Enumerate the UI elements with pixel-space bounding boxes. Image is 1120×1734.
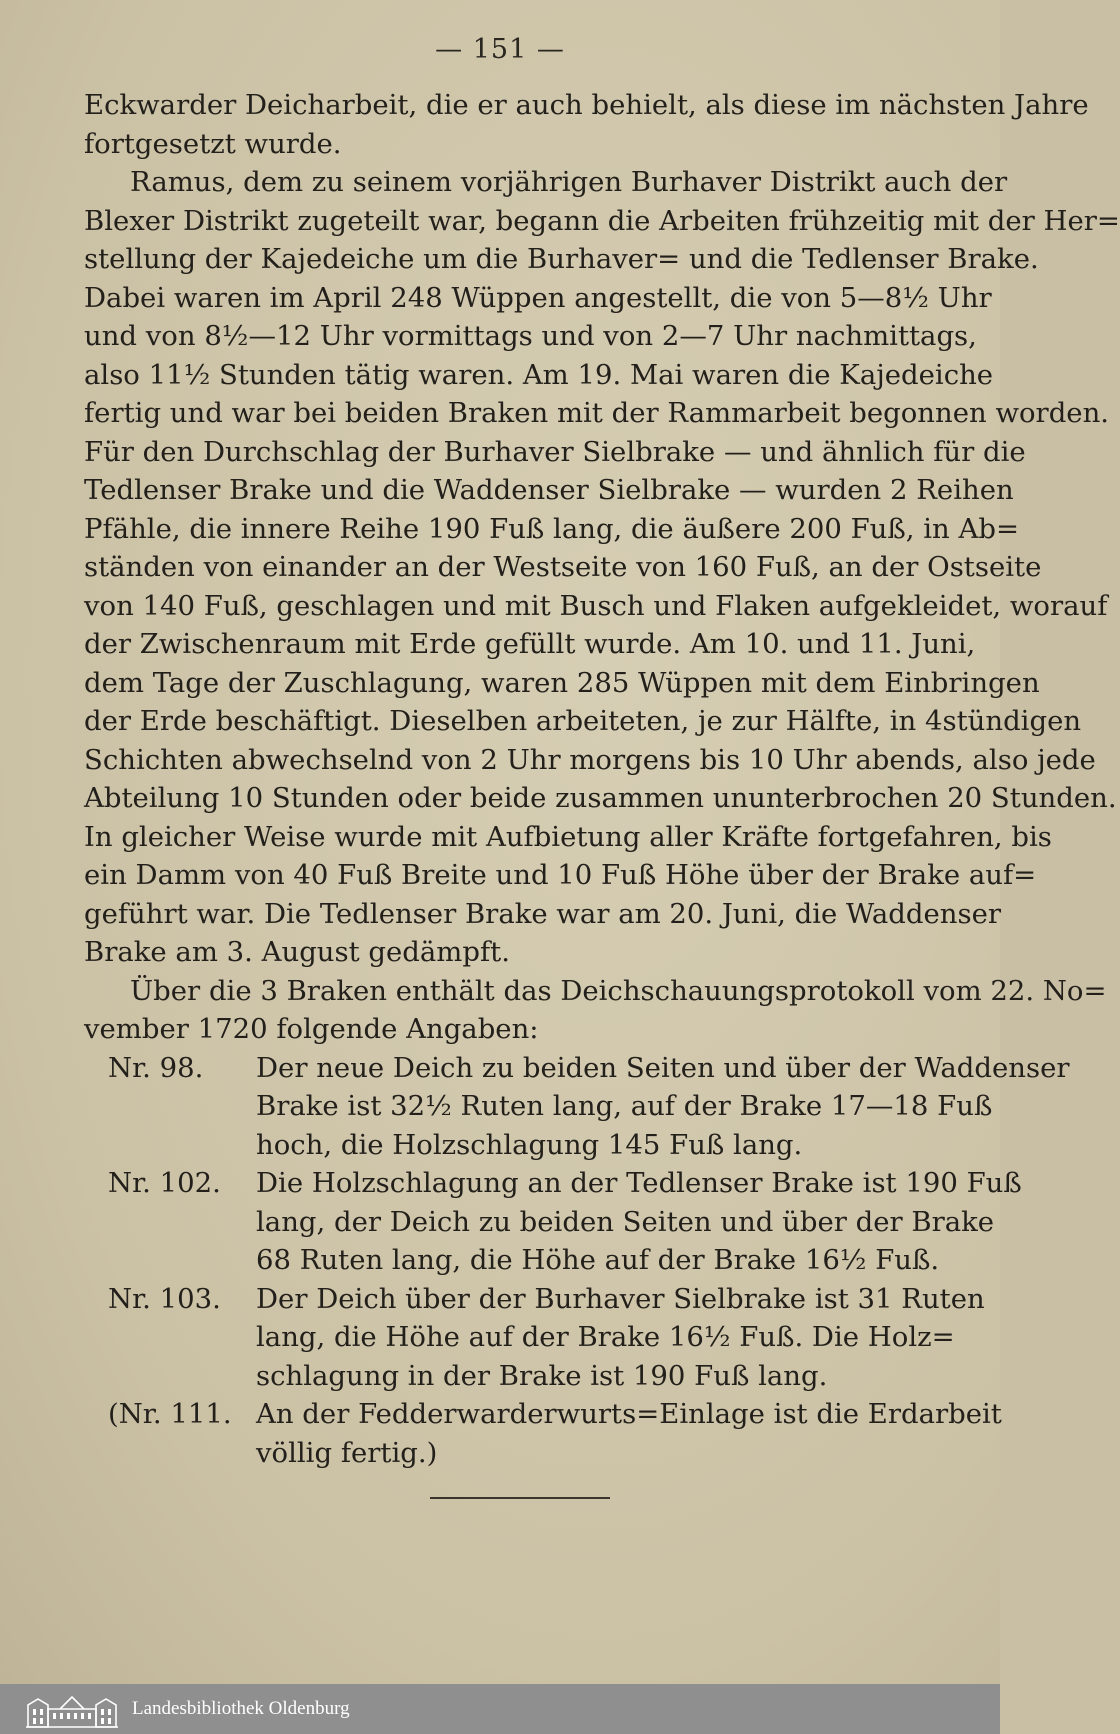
entry-number: Nr. 103.	[108, 1282, 221, 1315]
text-line: Tedlenser Brake und die Waddenser Sielbrake — wurden 2 Reihen	[84, 474, 1014, 506]
text-line: Ramus, dem zu seinem vorjährigen Burhaver Distrikt auch der	[130, 166, 1008, 198]
text-line: Dabei waren im April 248 Wüppen angestellt, die von 5—8½ Uhr	[84, 281, 992, 314]
text-line: dem Tage der Zuschlagung, waren 285 Wüppen mit dem Einbringen	[84, 666, 1040, 699]
protocol-entry	[84, 1164, 1022, 1280]
entry-text	[256, 1049, 1070, 1165]
protocol-entry	[84, 1395, 1002, 1472]
text-line: Der neue Deich zu beiden Seiten und über der Waddenser	[256, 1051, 1070, 1084]
entry-text	[256, 1280, 985, 1396]
text-line: In gleicher Weise wurde mit Aufbietung aller Kräfte fortgefahren, bis	[84, 820, 1052, 853]
protocol-entry	[84, 1280, 985, 1396]
text-line: Brake am 3. August gedämpft.	[84, 936, 510, 968]
entry-number: Nr. 98.	[108, 1051, 204, 1084]
text-line: und von 8½—12 Uhr vormittags und von 2—7 Uhr nachmittags,	[84, 320, 977, 352]
entry-number: Nr. 102.	[108, 1167, 221, 1199]
text-line: lang, die Höhe auf der Brake 16½ Fuß. Die Holz=	[256, 1321, 955, 1353]
text-line: lang, der Deich zu beiden Seiten und über der Brake	[256, 1205, 995, 1238]
text-line: Eckwarder Deicharbeit, die er auch behielt, als diese im nächsten Jahre	[84, 89, 1089, 121]
protocol-entries	[84, 1049, 1070, 1473]
entry-text	[256, 1395, 1002, 1472]
text-line: völlig fertig.)	[256, 1436, 438, 1469]
library-footer	[0, 1684, 1000, 1734]
library-building-icon	[24, 1689, 120, 1729]
text-line: Die Holzschlagung an der Tedlenser Brake ist 190 Fuß	[256, 1167, 1022, 1199]
text-line: Abteilung 10 Stunden oder beide zusammen ununterbrochen 20 Stunden.	[84, 782, 1117, 814]
text-line: der Zwischenraum mit Erde gefüllt wurde. Am 10. und 11. Juni,	[84, 628, 976, 660]
text-line: ständen von einander an der Westseite von 160 Fuß, an der Ostseite	[84, 551, 1042, 583]
text-line: vember 1720 folgende Angaben:	[84, 1013, 539, 1045]
text-line: fertig und war bei beiden Braken mit der Rammarbeit begonnen worden.	[84, 397, 1110, 429]
text-line: fortgesetzt wurde.	[84, 127, 342, 160]
text-line: An der Fedderwarderwurts=Einlage ist die Erdarbeit	[256, 1398, 1002, 1430]
text-line: der Erde beschäftigt. Dieselben arbeiteten, je zur Hälfte, in 4stündigen	[84, 705, 1082, 737]
text-line: von 140 Fuß, geschlagen und mit Busch und Flaken aufgekleidet, worauf	[84, 589, 1108, 622]
text-line: 68 Ruten lang, die Höhe auf der Brake 16½ Fuß.	[256, 1244, 940, 1276]
text-line: ein Damm von 40 Fuß Breite und 10 Fuß Höhe über der Brake auf=	[84, 859, 1037, 891]
entry-number: (Nr. 111.	[108, 1398, 232, 1430]
text-line: schlagung in der Brake ist 190 Fuß lang.	[256, 1359, 828, 1392]
closing-rule	[430, 1497, 610, 1499]
text-line: Der Deich über der Burhaver Sielbrake ist 31 Ruten	[256, 1282, 985, 1315]
text-line: Für den Durchschlag der Burhaver Sielbrake — und ähnlich für die	[84, 435, 1026, 468]
text-line: geführt war. Die Tedlenser Brake war am 20. Juni, die Waddenser	[84, 897, 1002, 930]
text-line: hoch, die Holzschlagung 145 Fuß lang.	[256, 1128, 803, 1161]
page-text	[84, 86, 1120, 1472]
text-line: Brake ist 32½ Ruten lang, auf der Brake 17—18 Fuß	[256, 1090, 993, 1122]
text-line: Blexer Distrikt zugeteilt war, begann die Arbeiten frühzeitig mit der Her=	[84, 204, 1120, 237]
page-number: — 151 —	[435, 34, 565, 65]
body-paragraphs	[84, 86, 1120, 1049]
text-line: Schichten abwechselnd von 2 Uhr morgens bis 10 Uhr abends, also jede	[84, 743, 1096, 776]
entry-text	[256, 1164, 1022, 1280]
text-line: Über die 3 Braken enthält das Deichschauungsprotokoll vom 22. No=	[130, 974, 1107, 1007]
paragraph	[84, 86, 1089, 163]
paragraph	[84, 163, 1120, 972]
text-line: also 11½ Stunden tätig waren. Am 19. Mai waren die Kajedeiche	[84, 358, 994, 391]
protocol-entry	[84, 1049, 1070, 1165]
text-line: stellung der Kajedeiche um die Burhaver= und die Tedlenser Brake.	[84, 243, 1039, 275]
paragraph	[84, 972, 1107, 1049]
text-line: Pfähle, die innere Reihe 190 Fuß lang, die äußere 200 Fuß, in Ab=	[84, 512, 1019, 545]
library-name: Landesbibliothek Oldenburg	[132, 1698, 350, 1719]
